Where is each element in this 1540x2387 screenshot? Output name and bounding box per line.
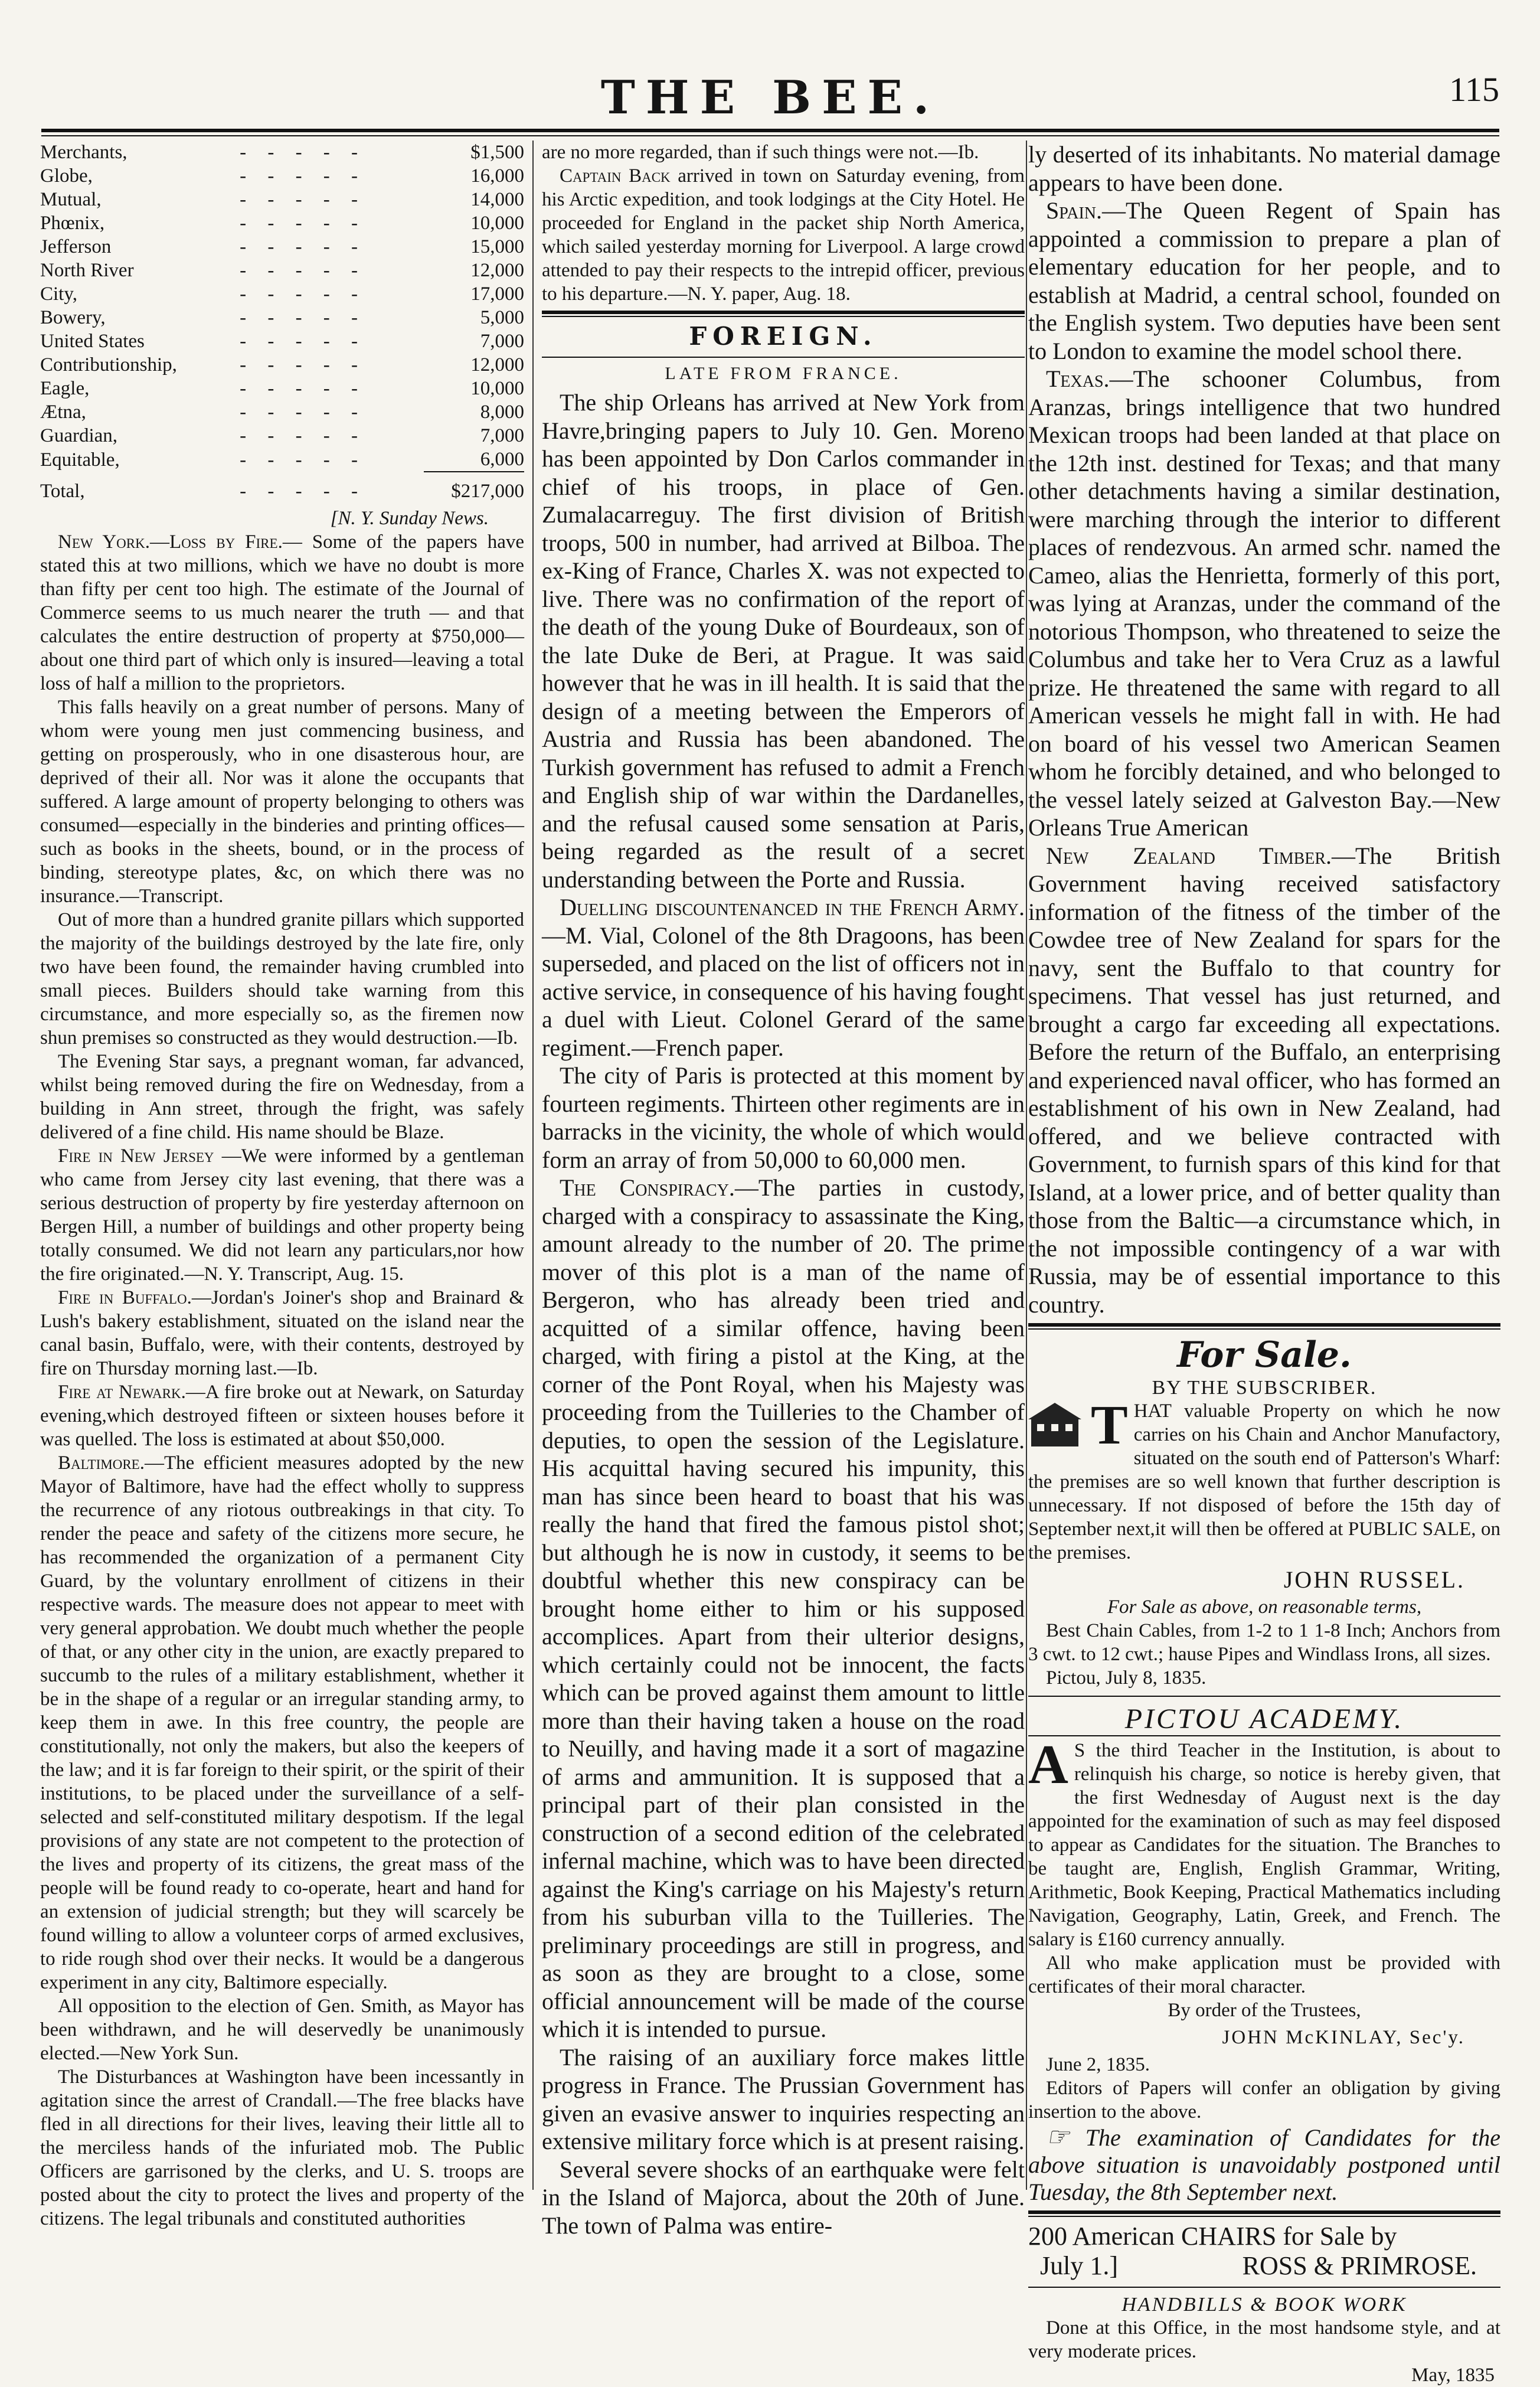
chairs-seller: ROSS & PRIMROSE. [1242,2251,1477,2280]
table-row: Guardian, - - - - - 7,000 [40,425,524,446]
company-name: Merchants, [40,142,127,163]
academy-ad [1028,1734,1501,2206]
article-ship-orleans: The ship Orleans has arrived at New York from Havre,bringing papers to July 10. Gen. Moreno has been appointed by Don Carlos commander in chief of his troops, in place of Gen. Zumalacarreguy. The first division of British troops, 500 in number, had arrived at Bilboa. The ex-King of France, Charles X. was not expected to live. There was no confirmation of the report of the death of the young Duke of Bourdeaux, son of the late Duke de Beri, at Prague. It was said however that he was in ill health. It is said that the design of a meeting between the Emperors of Austria and Russia has been abandoned. The Turkish government has refused to admit a French and English ship of war within the Dardanelles, and the refusal caused some sensation at Paris, being regarded as the result of a secret understanding between the Porte and Russia. [542,389,1025,893]
ad-rule-thin [1028,1696,1500,1697]
foreign-heading: FOREIGN. [689,322,878,351]
for-sale-items: Best Chain Cables, from 1-2 to 1 1-8 Inch; Anchors from 3 cwt. to 12 cwt.; hause Pipes and Windlass Irons, all sizes. [1028,1620,1500,1665]
table-row: Ætna, - - - - - 8,000 [40,401,524,423]
article-gen-smith: All opposition to the election of Gen. Smith, as Mayor has been withdrawn, and he will deservedly be unanimously elected.—New York Sun. [40,1996,524,2064]
seller-name: JOHN RUSSEL. [1283,1566,1465,1593]
handbills-ad [1028,2316,1500,2387]
loss-value: 7,000 [480,331,524,352]
company-name: North River [40,260,134,281]
pictou-academy-heading: PICTOU ACADEMY. [1028,1703,1500,1736]
column-3 [1028,141,1501,2386]
table-row: Phœnix, - - - - - 10,000 [40,213,524,234]
newspaper-title: THE BEE. [600,71,940,125]
company-name: Jefferson [40,236,112,257]
for-sale-date: Pictou, July 8, 1835. [1046,1667,1207,1689]
loss-value: 5,000 [480,307,524,328]
house-icon [1028,1403,1081,1449]
article-paris-regiments: The city of Paris is protected at this moment by fourteen regiments. Thirteen other regiments are in barracks in the vicinity, the whole of which would form an array of from 50,000 to 60,000 men. [542,1062,1025,1173]
late-from-france-heading: LATE FROM FRANCE. [665,364,902,383]
loss-value: 7,000 [480,425,524,446]
ad-rule [1028,1323,1500,1330]
article-washington-disturbances: The Disturbances at Washington have been incessantly in agitation since the arrest of Crandall.—The free blacks have fled in all directions for their lives, leaving their little all to the merciless hands of the infuriated mob. The Public Officers are garrisoned by the clerks, and U. S. troops are posted about the city to protect the lives and property of the citizens. The legal tribunals and constituted authorities [40,2066,524,2229]
company-name: Contributionship, [40,354,177,375]
loss-value: 16,000 [470,165,524,187]
loss-value: 15,000 [470,236,524,257]
ad-rule-2 [1028,2210,1500,2217]
column-divider-1 [532,141,534,2190]
loss-value: 10,000 [470,213,524,234]
company-name: Globe, [40,165,93,187]
table-row: Globe, - - - - - 16,000 [40,165,524,187]
loss-value: 8,000 [480,401,524,423]
ad-rule-thin-2 [1028,2287,1500,2288]
column-divider-2 [1026,141,1027,2190]
article-auxiliary-force: The raising of an auxiliary force makes little progress in France. The Prussian Government has given an evasive answer to inquiries respecting an extensive military force which is at present raising. [542,2043,1025,2154]
article-spain: Spain.—The Queen Regent of Spain has appointed a commission to prepare a plan of elementary education for her people, and to establish at Madrid, a central school, founded on the English system. Two deputies have been sent to London to examine the model school there. [1028,197,1500,364]
table-row: United States - - - - - 7,000 [40,331,524,352]
company-name: Mutual, [40,189,102,210]
table-row: Eagle, - - - - - 10,000 [40,378,524,399]
article-continued: are no more regarded, than if such things were not.—Ib. [542,142,979,163]
article-earthquake: Several severe shocks of an earthquake were felt in the Island of Majorca, about the 20th of June. The town of Palma was entire- [542,2156,1025,2239]
section-rule-thin [542,357,1025,358]
table-row: Bowery, - - - - - 5,000 [40,307,524,328]
dropcap: T [1091,1395,1128,1456]
company-name: City, [40,283,77,305]
company-name: United States [40,331,145,352]
article-fire-newark: Fire at Newark.—A fire broke out at Newark, on Saturday evening,which destroyed fifteen or sixteen houses before it was quelled. The loss is estimated at about $50,000. [40,1382,524,1450]
loss-value: 14,000 [470,189,524,210]
table-credit: [N. Y. Sunday News. [330,508,489,529]
table-row: Equitable, - - - - - 6,000 [40,448,524,472]
article-duelling: Duelling discountenanced in the French Army.—M. Vial, Colonel of the 8th Dragoons, has been superseded, and placed on the list of officers not in active service, in consequence of his having fought a duel with Lieut. Colonel Gerard of the same regiment.—French paper. [542,894,1025,1061]
academy-text: S the third Teacher in the Institution, is about to relinquish his charge, so notice is hereby given, that the first Wednesday of August next is the day appointed for the examination of such as may feel disposed to appear as Candidates for the situation. The Branches to be taught are, English, English Grammar, Writing, Arithmetic, Book Keeping, Practical Mathematics including Navigation, Geography, Latin, Greek, and French. The salary is £160 currency annually. [1028,1740,1500,1950]
article-captain-back: Captain Back arrived in town on Saturday evening, from his Arctic expedition, and took lodgings at the City Hotel. He proceeded for England in the packet ship North America, which sailed yesterday morning for Liverpool. A large crowd attended to pay their respects to the intrepid officer, previous to his departure.—N. Y. paper, Aug. 18. [542,165,1025,305]
article-fire-new-jersey: Fire in New Jersey —We were informed by a gentleman who came from Jersey city last evening, that there was a serious destruction of property by fire yesterday afternoon on Bergen Hill, a number of buildings and other property being totally consumed. We did not learn any particulars,nor how the fire originated.—N. Y. Transcript, Aug. 15. [40,1145,524,1285]
handbills-text: Done at this Office, in the most handsome style, and at very moderate prices. [1028,2317,1500,2362]
company-name: Phœnix, [40,213,105,234]
column-2 [542,141,1025,2239]
total-label: Total, [40,480,85,502]
company-name: Ætna, [40,401,86,423]
article-new-york-fire: New York.—Loss by Fire.— Some of the papers have stated this at two millions, which we have no doubt is more than fifty per cent too high. The estimate of the Journal of Commerce seems to us much nearer the truth — and that calculates the entire destruction of property at $750,000—about one third part of which only is insured—leaving a total loss of half a million to the proprietors. [40,531,524,694]
column-1 [40,141,525,2229]
academy-postponed-note: ☞ The examination of Candidates for the above situation is unavoidably postponed until Tuesday, the 8th September next. [1028,2122,1501,2205]
article-conspiracy: The Conspiracy.—The parties in custody, charged with a conspiracy to assassinate the King, amount already to the number of 20. The prime mover of this plot is a man of the name of Bergeron, who has already been tried and acquitted of a similar offence, having been charged, with firing a pistol at the King, at the corner of the Pont Royal, when his Majesty was proceeding from the Tuilleries to the Chamber of deputies, to open the session of the Legislature. His acquittal having secured his impunity, this man has since been heard to boast that his was really the hand that fired the famous pistol shot; but although he is now in custody, it seems to be doubtful whether this new conspiracy can be brought home either to him or his supposed accomplices. Apart from their ulterior designs, which certainly could not be innocent, the facts which can be proved against them amount to little more than their having taken a house on the road to Neuilly, and having made it a sort of magazine of arms and ammunition. It is supposed that a principal part of their plan consisted in the construction of a second edition of the celebrated infernal machine, which was to have been directed against the King's carriage on his Majesty's return from his suburban villa to the Tuilleries. The preliminary proceedings are still in progress, and as soon as they are brought to a close, some official announcement will be made of the course which it is intended to pursue. [542,1174,1025,2042]
academy-secretary: JOHN McKINLAY, Sec'y. [1222,2027,1465,2048]
company-name: Eagle, [40,378,90,399]
insurance-losses-table [40,141,524,503]
academy-editors-note: Editors of Papers will confer an obligation by giving insertion to the above. [1028,2078,1500,2122]
handbills-heading: HANDBILLS & BOOK WORK [1122,2294,1407,2316]
masthead-rule [41,129,1499,136]
masthead [41,65,1499,136]
loss-value: 10,000 [470,378,524,399]
page-number: 115 [1449,70,1499,109]
table-row: Contributionship, - - - - - 12,000 [40,354,524,375]
academy-date: June 2, 1835. [1046,2054,1150,2075]
table-row: Jefferson - - - - - 15,000 [40,236,524,257]
for-sale-terms: For Sale as above, on reasonable terms, [1107,1596,1422,1618]
company-name: Guardian, [40,425,118,446]
article-texas: Texas.—The schooner Columbus, from Aranzas, brings intelligence that two hundred Mexican troops had been landed at that place on the 12th inst. destined for Texas; and that many other detachments having a similar destination, were marching through the interior to different places of rendezvous. An armed schr. named the Cameo, alias the Henrietta, formerly of this port, was lying at Aranzas, under the command of the notorious Thompson, who threatened to seize the Columbus and take her to Vera Cruz as a lawful prize. He threatened the same with regard to all American vessels he might fall in with. He had on board of his vessel two American Seamen whom he forcibly detained, and who belonged to the vessel lately seized at Galveston Bay.—New Orleans True American [1028,365,1500,841]
loss-value: 17,000 [470,283,524,305]
academy-certificates: All who make application must be provided with certificates of their moral character. [1028,1952,1500,1997]
table-row: Mutual, - - - - - 14,000 [40,189,524,210]
for-sale-text: HAT valuable Property on which he now carries on his Chain and Anchor Manufactory, situated on the south end of Patterson's Wharf: the premises are so well known that further description is unnecessary. If not disposed of before the 15th day of September next,it will then be offered at PUBLIC SALE, on the premises. [1028,1400,1500,1563]
article-baltimore: Baltimore.—The efficient measures adopted by the new Mayor of Baltimore, have had the effect wholly to suppress the recurrence of any riotous outbreakings in that city. To render the peace and safety of the citizens more secure, he has recommended the organization of a permanent City Guard, by the voluntary enrollment of citizens in their respective wards. The measure does not appear to meet with very general approbation. We doubt much whether the people of that, or any other city in the union, are exactly prepared to succumb to the rules of a military establishment, whether it be in the shape of a regular or an irregular standing army, to keep them in awe. In this free country, the people are constitutionally, not only the makers, but also the keepers of the law; and it is far foreign to their spirit, or the spirit of their institutions, to be placed under the surveillance of a self-selected and self-constituted military despotism. If the legal provisions of any state are not competent to the protection of the lives and property of its citizens, the great mass of the people will be found ready to co-operate, heart and hand for an extension of judicial strength; but they will scarcely be found willing to allow a volunteer corps of armed exclusives, to ride rough shod over their necks. It would be a dangerous experiment in any city, Baltimore especially. [40,1452,524,1993]
table-row: North River - - - - - 12,000 [40,260,524,281]
dropcap: A [1028,1734,1068,1795]
for-sale-subheading: BY THE SUBSCRIBER. [1152,1377,1377,1399]
pointing-hand-icon: ☞ [1046,2122,1070,2151]
handbills-date: May, 1835 [1411,2365,1495,2386]
loss-value: 12,000 [470,260,524,281]
article-continued-majorca: ly deserted of its inhabitants. No material damage appears to have been done. [1028,141,1500,196]
table-row: Merchants, - - - - - $1,500 [40,142,524,163]
chairs-ad [1028,2222,1500,2281]
company-name: Bowery, [40,307,106,328]
table-total-row: Total, - - - - - $217,000 [40,472,524,503]
academy-order: By order of the Trustees, [1168,2000,1361,2021]
for-sale-ad [1028,1395,1500,1690]
article-fire-buffalo: Fire in Buffalo.—Jordan's Joiner's shop and Brainard & Lush's bakery establishment, situated on the island near the canal basin, Buffalo, were, with their contents, destroyed by fire on Thursday morning last.—Ib. [40,1287,525,1379]
loss-value: $1,500 [470,142,524,163]
article-granite-pillars: Out of more than a hundred granite pillars which supported the majority of the buildings destroyed by the late fire, only two have been found, the remainder having crumbled into small pieces. Builders should take warning from this circumstance, and more especially so, as the firemen now shun premises so constructed as they would destruction.—Ib. [40,909,524,1049]
table-row: City, - - - - - 17,000 [40,283,524,305]
total-value: $217,000 [424,472,524,503]
article-evening-star: The Evening Star says, a pregnant woman, far advanced, whilst being removed during the fire on Wednesday, from a building in Ann street, through the fright, was safely delivered of a fine child. His name should be Blaze. [40,1051,524,1143]
article-new-zealand-timber: New Zealand Timber.—The British Government having received satisfactory information of the fitness of the timber of the Cowdee tree of New Zealand for spars for the navy, sent the Buffalo to that country for specimens. That vessel has just returned, and brought a cargo far exceeding all expectations. Before the return of the Buffalo, an enterprising and experienced naval officer, who has formed an establishment of his own in New Zealand, had offered, and we believe contracted with Government, to furnish spars of this kind for that Island, at a lower price, and of better quality than those from the Baltic—a circumstance which, in the not impossible contingency of a war with Russia, may be of essential importance to this country. [1028,842,1500,1318]
for-sale-heading: For Sale. [1177,1334,1352,1376]
article-persons-loss: This falls heavily on a great number of persons. Many of whom were young men just commencing business, and getting on prosperously, who in one disasterous hour, are deprived of their all. Nor was it alone the occupants that suffered. A large amount of property belonging to others was consumed—especially in the binderies and printing offices—such as books in the sheets, bound, or in the process of binding, stereotype plates, &c, on which there was no insurance.—Transcript. [40,697,524,907]
chairs-line-1: 200 American CHAIRS for Sale by [1028,2222,1397,2251]
loss-value: 6,000 [480,449,524,470]
chairs-date: July 1.] [1040,2251,1118,2280]
section-rule [542,311,1025,317]
company-name: Equitable, [40,449,120,471]
loss-value: 12,000 [470,354,524,375]
